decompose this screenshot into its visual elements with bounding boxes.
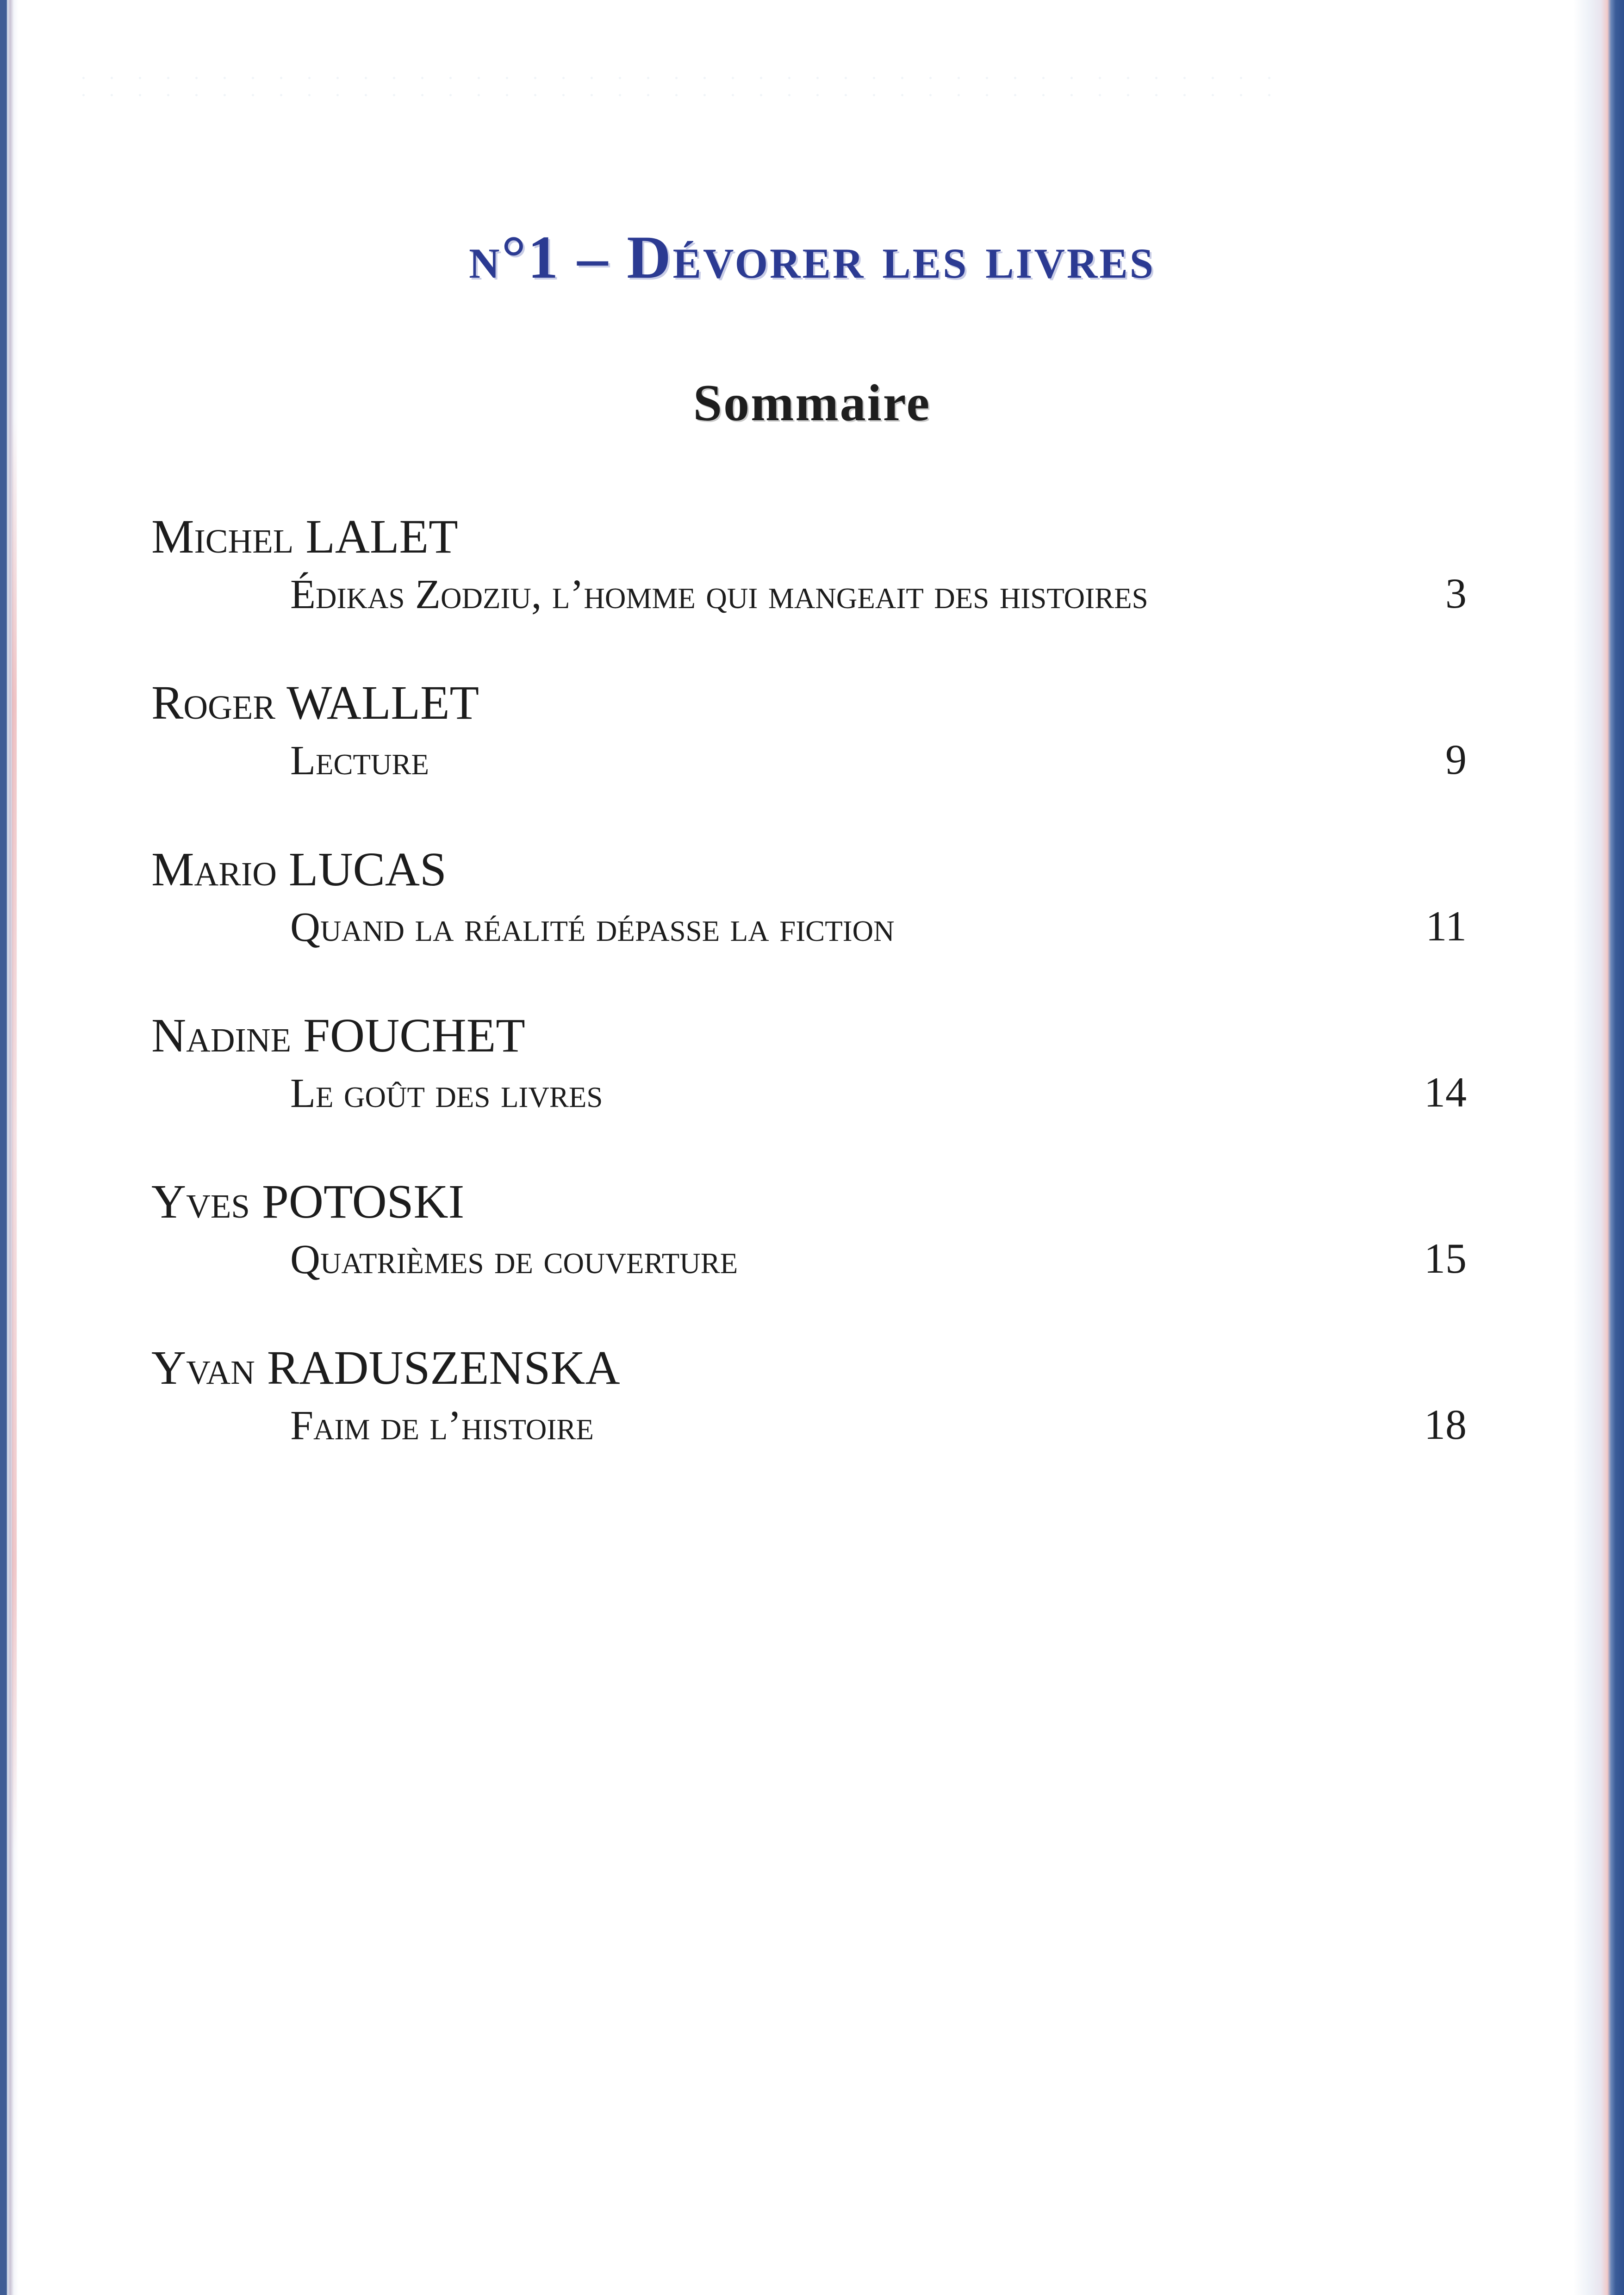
author-last-name: LUCAS [288,843,447,896]
issue-title: n°1 – Dévorer les livres [469,223,1155,291]
author-name [151,1175,465,1228]
page-number: 3 [1445,570,1467,617]
author-name [151,676,479,729]
author-name [151,510,458,563]
author-name [151,1009,525,1062]
author-first-name: Nadine [151,1009,292,1062]
page-number: 15 [1424,1235,1467,1282]
toc-entry [0,843,1624,966]
author-name [151,843,447,896]
author-last-name: FOUCHET [303,1009,525,1062]
article-title: Le goût des livres [290,1070,603,1116]
author-last-name: WALLET [286,676,479,729]
toc-entry [0,1175,1624,1298]
page-number: 9 [1445,736,1467,783]
author-first-name: Michel [151,510,294,563]
author-first-name: Mario [151,843,277,896]
author-last-name: POTOSKI [262,1175,465,1228]
author-first-name: Yves [151,1175,250,1228]
toc-entry [0,510,1624,633]
page-number: 18 [1424,1401,1467,1448]
page-number: 14 [1424,1069,1467,1116]
author-name [151,1341,620,1394]
author-first-name: Yvan [151,1341,255,1394]
article-title: Faim de l’histoire [290,1403,594,1449]
article-title: Lecture [290,738,429,784]
page-number: 11 [1425,902,1467,950]
article-title: Édikas Zodziu, l’homme qui mangeait des histoires [290,572,1148,617]
toc-entry [0,1009,1624,1132]
article-title: Quatrièmes de couverture [290,1237,738,1282]
toc-entry [0,1341,1624,1464]
article-title: Quand la réalité dépasse la fiction [290,904,895,950]
toc-entry [0,676,1624,799]
author-last-name: LALET [305,510,458,563]
author-last-name: RADUSZENSKA [267,1341,620,1394]
summary-heading: Sommaire [693,374,931,432]
author-first-name: Roger [151,676,276,729]
